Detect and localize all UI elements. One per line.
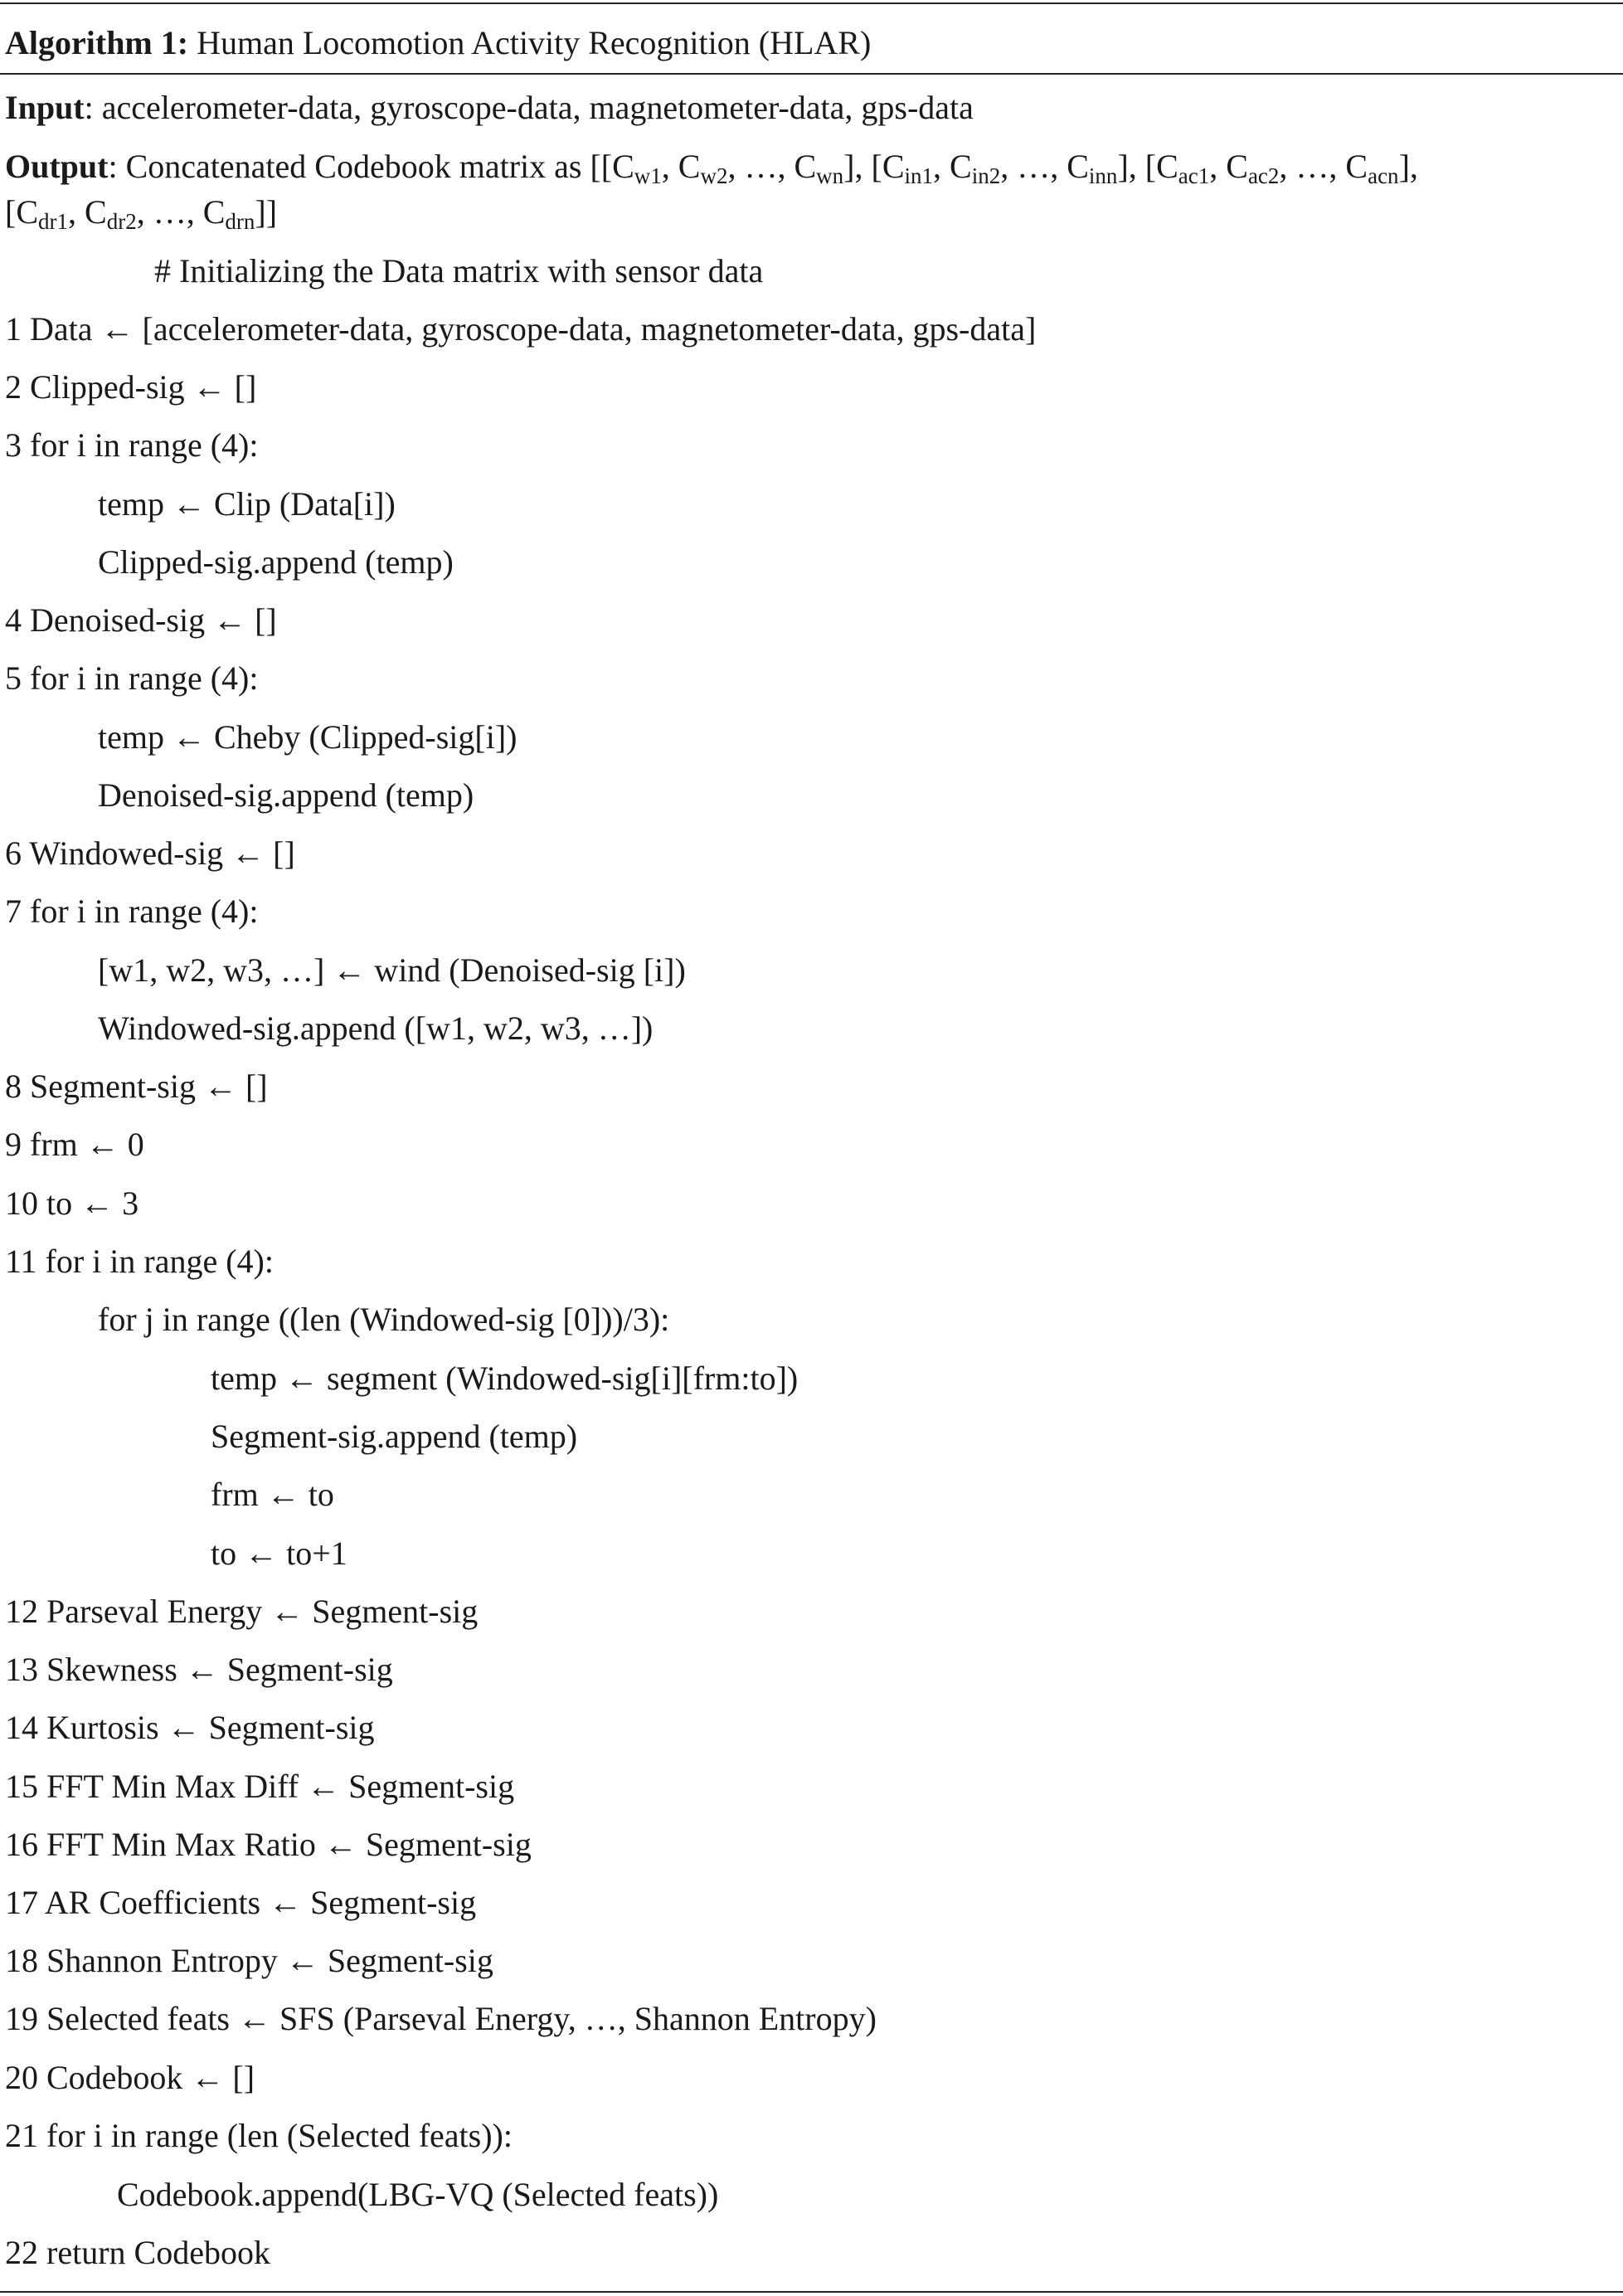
pseudocode-line: 11 for i in range (4): [5,1243,274,1280]
pseudocode-line: 19 Selected feats ← SFS (Parseval Energy, …, Shannon Entropy) [5,2000,877,2037]
pseudocode-line: 5 for i in range (4): [5,659,259,697]
output-text: : Concatenated Codebook matrix as [[$C_{w1}$, $C_{w2}$, …, $C_{wn}$], [$C_{in1}$, $C_{in2}$, …, $C_{inn}$], [$C_{ac1}$, $C_{ac2}$, …, $C_{acn}$], [108,148,1418,188]
codebook-subscript: inn [1088,163,1118,188]
codebook-subscript: wn [816,163,844,188]
pseudocode-line: 16 FFT Min Max Ratio ← Segment-sig [5,1826,532,1863]
pseudocode-line: Segment-sig.append (temp) [211,1418,578,1455]
output-line [5,148,1418,188]
pseudocode-line: [w1, w2, w3, …] ← wind (Denoised-sig [i]) [98,951,686,989]
output-line-continued: [$C_{dr1}$, $C_{dr2}$, …, $C_{drn}$]] [5,193,278,234]
codebook-subscript: w1 [634,163,662,188]
pseudocode-line: 22 return Codebook [5,2234,270,2271]
pseudocode-line: frm ← to [211,1476,334,1513]
pseudocode-line: temp ← Cheby (Clipped-sig[i]) [98,718,518,756]
pseudocode-line: 18 Shannon Entropy ← Segment-sig [5,1942,493,1979]
pseudocode-line: Clipped-sig.append (temp) [98,543,454,581]
pseudocode-line: 1 Data ← [accelerometer-data, gyroscope-data, magnetometer-data, gps-data] [5,310,1037,348]
pseudocode-line: 20 Codebook ← [] [5,2059,255,2096]
pseudocode-line: 6 Windowed-sig ← [] [5,834,295,872]
input-text: : accelerometer-data, gyroscope-data, magnetometer-data, gps-data [84,89,974,126]
algorithm-name: Human Locomotion Activity Recognition (HLAR) [197,24,872,61]
pseudocode-line: 17 AR Coefficients ← Segment-sig [5,1884,477,1921]
header-rule [0,73,1623,75]
pseudocode-line: 10 to ← 3 [5,1184,139,1222]
algorithm-number: Algorithm 1: [5,24,189,61]
output-label: Output [5,148,109,185]
pseudocode-line: 3 for i in range (4): [5,426,259,464]
pseudocode-line: for j in range ((len (Windowed-sig [0]))/3): [98,1301,670,1338]
pseudocode-line: 4 Denoised-sig ← [] [5,601,277,639]
codebook-subscript: acn [1368,163,1399,188]
codebook-subscript: w2 [700,163,728,188]
algorithm-title [5,25,871,61]
pseudocode-line: 12 Parseval Energy ← Segment-sig [5,1593,479,1630]
codebook-subscript: in1 [904,163,934,188]
pseudocode-line: 13 Skewness ← Segment-sig [5,1651,393,1688]
pseudocode-line: 7 for i in range (4): [5,893,259,930]
pseudocode-line: 14 Kurtosis ← Segment-sig [5,1709,375,1746]
pseudocode-line: 9 frm ← 0 [5,1126,144,1163]
codebook-subscript: drn [225,209,255,234]
pseudocode-line: 15 FFT Min Max Diff ← Segment-sig [5,1768,515,1805]
pseudocode-line: temp ← segment (Windowed-sig[i][frm:to]) [211,1360,799,1397]
codebook-subscript: dr2 [106,209,137,234]
pseudocode-line: Denoised-sig.append (temp) [98,776,474,814]
pseudocode-line: Codebook.append(LBG-VQ (Selected feats)) [117,2176,719,2213]
pseudocode-line: 21 for i in range (len (Selected feats)): [5,2117,513,2154]
pseudocode-line: 8 Segment-sig ← [] [5,1068,268,1105]
pseudocode-line: 2 Clipped-sig ← [] [5,368,257,406]
codebook-subscript: in2 [971,163,1001,188]
input-label: Input [5,89,85,126]
comment-line: # Initializing the Data matrix with sensor data [154,252,764,289]
codebook-subscript: ac2 [1247,163,1280,188]
codebook-subscript: ac1 [1178,163,1210,188]
pseudocode-line: to ← to+1 [211,1535,347,1572]
input-line [5,90,974,126]
bottom-rule [0,2291,1623,2293]
top-rule [0,2,1623,4]
pseudocode-line: temp ← Clip (Data[i]) [98,485,396,523]
pseudocode-line: Windowed-sig.append ([w1, w2, w3, …]) [98,1009,654,1047]
codebook-subscript: dr1 [38,209,69,234]
